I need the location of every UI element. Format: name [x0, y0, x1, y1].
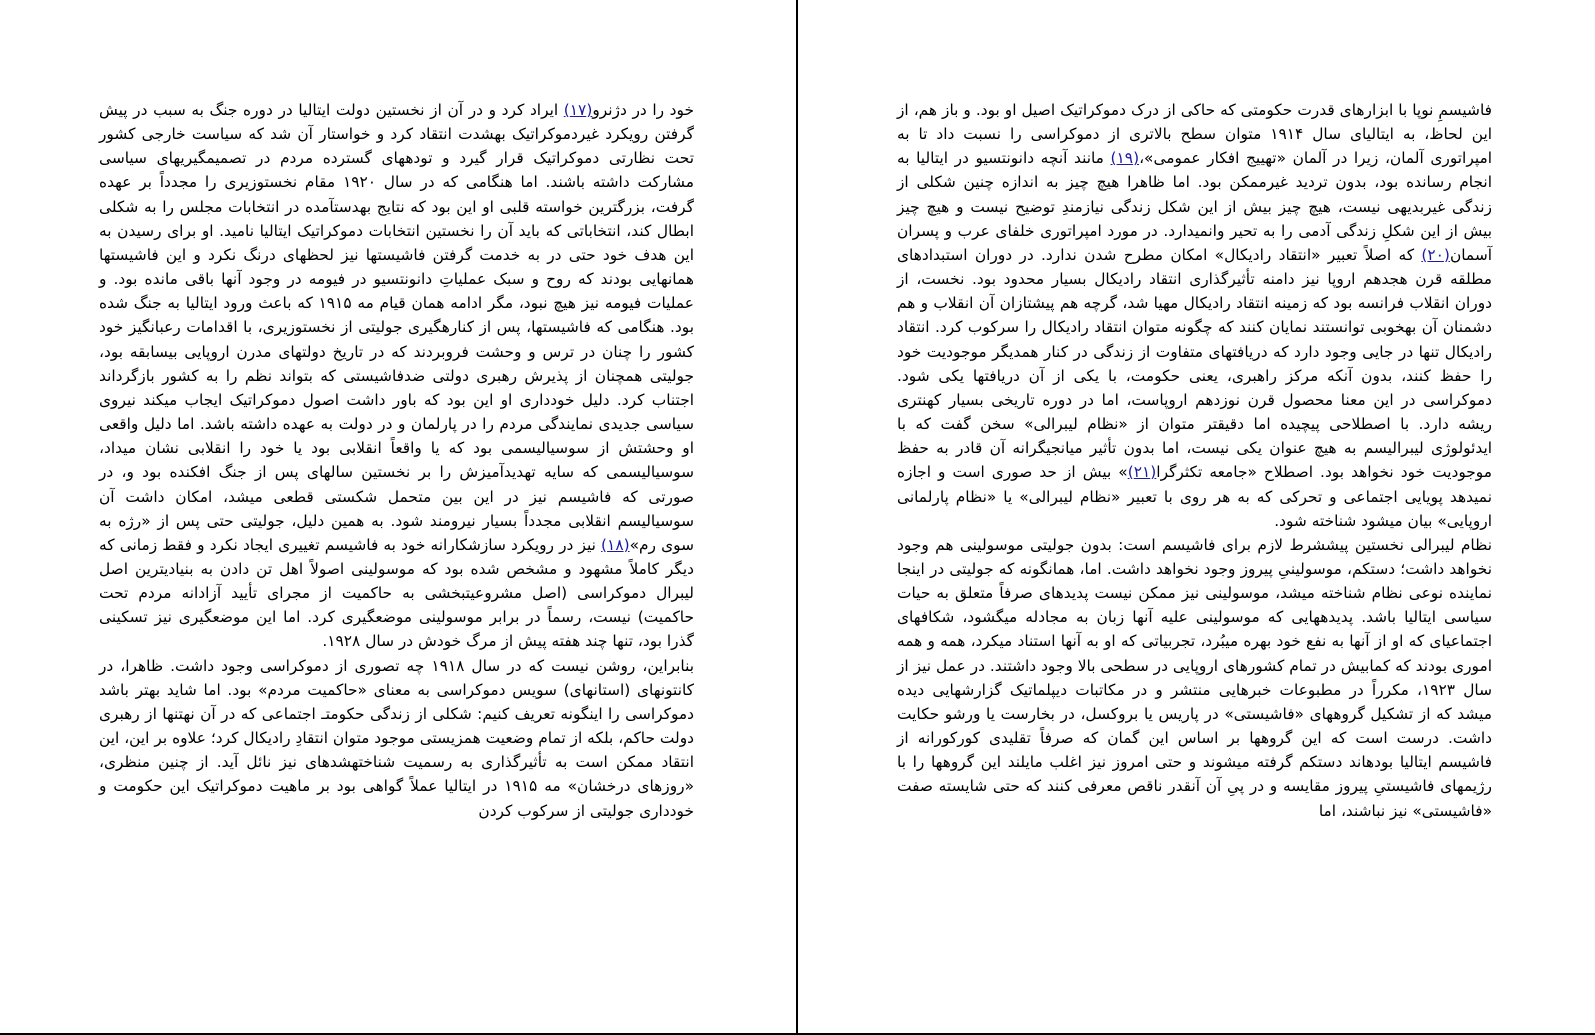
- paragraph-text: ایراد کرد و در آن از نخستین دولت ایتالیا در دوره جنگ به سبب در پیش گرفتن رویکرد غیردموکراتیک بهشدت انتقاد کرد و خواستار آن شد که سیاست خارجی کشور تحت نظارتی دموکراتیک قرار گیرد و تودههای گسترده مردم در تصمیمگیریهای سیاسی مشارکت داشته باشند. اما هنگامی که در سال ۱۹۲۰ مقام نخستوزیری را مجدداً بر عهده گرفت، بزرگترین خواسته قلبی او این بود که نتایج بهدستآمده در انتخابات مجلس را به شکلی ابطال کند، انتخاباتی که باید آن را نخستین انتخابات دموکراتیک ایتالیا نامید. او برای رسیدن به این هدف خود حتی در به خدمت گرفتن فاشیستها نیز لحظهای درنگ نکرد و این فاشیستها همانهایی بودند که روح و سبک عملیاتِ دانونتسیو در فیومه در وجود آنها باقی مانده بود. و عملیات فیومه نیز هیچ نبود، مگر ادامه همان قیام مه ۱۹۱۵ که باعث ورود ایتالیا به جنگ شده بود. هنگامی که فاشیستها، پس از کنارهگیری جولیتی از نخستوزیری، با اقدامات رعبانگیز خود کشور را چنان در ترس و وحشت فروبردند که در تاریخ دولتهای مدرن اروپایی بیسابقه بود، جولیتی همچنان از پذیرش رهبری دولتی ضدفاشیستی که بتواند نظم را به کشور بازگرداند اجتناب کرد. دلیل خودداری او این بود که باور داشت اصول دموکراتیک ایجاب میکند نیروی سیاسی جدیدی نمایندگی مردم را در پارلمان و در دولت به عهده داشته باشد. اما دلیل واقعی او وحشتش از سوسیالیسمی بود که یا واقعاً انقلابی بود یا خود را انقلابی نشان میداد، سوسیالیسمی که سایه تهدیدآمیزش را بر نخستین سالهای پس از جنگ افکنده بود و، در صورتی که فاشیسم نیز در این بین متحمل شکستی قطعی میشد، امکان داشت آن سوسیالیسم انقلابی مجدداً بسیار نیرومند شود. به همین دلیل، جولیتی حتی پس از «رژه به سوی رم»: [99, 101, 694, 554]
- paragraph-text: نیز در رویکرد سازشکارانه خود به فاشیسم تغییری ایجاد نکرد و فقط زمانی که دیگر کاملاً مشهود و مشخص شده بود که موسولینی اصولاً اهل تن دادن به بنیادیترین اصل لیبرال دموکراسی (اصل مشروعیتبخشی به حاکمیت از مجرای تأیید آزادانه مردم تحت حاکمیت) نیست، رسماً در برابر موسولینی موضعگیری کرد. اما این موضعگیری نیز تسکینی گذرا بود، تنها چند هفته پیش از مرگ خودش در سال ۱۹۲۸.: [99, 535, 694, 651]
- left-page-text: [99, 98, 694, 823]
- paragraph-text: که اصلاً تعبیر «انتقاد رادیکال» امکان مطرح شدن ندارد. در دوران استبدادهای مطلقه قرن هجدهم اروپا نیز دامنه تأثیرگذاری انتقاد رادیکال بسیار محدود بود. نخست، از دوران انقلاب فرانسه بود که زمینه انتقاد رادیکال مهیا شد، گرچه هم پیشتازان آن انقلاب و هم دشمنان آن بهخوبی توانستند نمایان کنند که چگونه متوان انتقاد رادیکال را سرکوب کرد. انتقاد رادیکال تنها در جایی وجود دارد که دریافتهای متفاوت از زندگی در کنار همدیگر موجودیت خود را حفظ کنند، بدون آنکه مرکز راهبری، یعنی حکومت، با یکی از آن دریافتها یکی شود. دموکراسی در این معنا محصول قرن نوزدهم اروپاست، اما در دوره تاریخی بسیار کهنتری ریشه دارد. با اصطلاحی پیچیده اما دقیقتر متوان از «نظام لیبرالی» سخن گفت که با ایدئولوژی لیبرالیسم به هیچ عنوان یکی نیست، اما بدون تأثیر میانجیگرانه آن قادر به حفظ موجودیت خود نخواهد بود. اصطلاح «جامعه تکثرگرا: [897, 245, 1493, 482]
- left-page: [0, 0, 796, 1035]
- paragraph-text: خود را در دژنرو: [592, 101, 694, 119]
- footnote-link[interactable]: (۱۹): [1110, 149, 1140, 168]
- paragraph-text: » بیش از حد صوری است و اجازه نمیدهد پویایی اجتماعی و تحرکی که به هر روی با تعبیر «نظام لیبرالی» یا «نظام پارلمانی اروپایی» بیان میشود شناخته شود.: [897, 463, 1492, 530]
- paragraph: [99, 98, 694, 654]
- paragraph: [897, 98, 1492, 533]
- paragraph: [897, 533, 1492, 823]
- paragraph-text: مانند آنچه دانونتسیو در ایتالیا به انجام رسانده بود، بدون تردید غیرممکن بود. اما ظاهرا هیچ چیز به اندازه چنین شکلی از زندگی غیربدیهی نیست، هیچ چیز بیش از این شکل زندگی نیازمندِ توضیح نیست و هیچ چیز بیش از این شکلِ زندگی آدمی را به تحیر وانمیدارد. در مورد امپراتوری خلفای عرب و پسران آسمان: [897, 149, 1492, 264]
- right-page-text: [897, 98, 1492, 823]
- paragraph-text: نظام لیبرالی نخستین پیششرط لازم برای فاشیسم است: بدون جولیتی موسولینی هم وجود نخواهد داشت؛ دستکم، موسولینیِ پیروز وجود نخواهد داشت. اما، همانگونه که جولیتی در اینجا نماینده نوعی نظام شناخته میشد، موسولینی نیز ممکن نیست پدیدهای صرفاً متعلق به حیات سیاسی ایتالیا باشد. پدیدههایی که موسولینی علیه آنها زبان به مجادله میگشود، شکافهای اجتماعیای که او از آنها به نفع خود بهره میبُرد، تجربیاتی که او به آنها استناد میکرد، همه و همه اموری بودند که کمابیش در تمام کشورهای اروپایی در سطحی بالا وجود داشتند. در عمل نیز از سال ۱۹۲۳، مکرراً در مطبوعات خبرهایی منتشر و در مکاتبات دیپلماتیک گزارشهایی دیده میشد که از تشکیل گروههای «فاشیستی» در پاریس یا بروکسل، در بخارست یا ورشو حکایت داشت. درست است که این گروهها بر اساس این گمان که صرفاً تقلیدی کورکورانه از فاشیسم ایتالیا بودهاند دستکم گرفته میشوند و حتی امروز نیز اغلب مایلند این گروهها را با رژیمهای فاشیستیِ پیروز مقایسه و در پیِ آن آنقدر ناقص معرفی کنند که حتی شایسته صفت «فاشیستی» نیز نباشند، اما: [897, 535, 1492, 820]
- footnote-link[interactable]: (۱۷): [563, 101, 593, 119]
- footnote-link[interactable]: (۲۰): [1421, 245, 1450, 264]
- paragraph: [99, 654, 694, 823]
- paragraph-text: فاشیسمِ نوپا با ابزارهای قدرت حکومتی که حاکی از درک دموکراتیک اصیل او بود. و باز هم، از این لحاظ، به ایتالیای سال ۱۹۱۴ متوان سطح بالاتری از دموکراسی را نسبت داد تا به امپراتوری آلمان، زیرا در آلمان «تهییج افکار عمومی»،: [897, 101, 1493, 168]
- paragraph-text: بنابراین، روشن نیست که در سال ۱۹۱۸ چه تصوری از دموکراسی وجود داشت. ظاهرا، در کانتونهای (استانهای) سویس دموکراسی به معنای «حاکمیت مردم» بود. اما شاید بهتر باشد دموکراسی را اینگونه تعریف کنیم: شکلی از زندگی حکومتـ اجتماعی که در آن نهتنها از رهبری دولت حاکم، بلکه از تمام وضعیت همزیستی موجود متوان انتقادِ رادیکال کرد؛ علاوه بر این، این انتقاد ممکن است به تأثیرگذاری به رسمیت شناختهشدهای نیز نائل آید. از چنین منظری، «روزهای درخشان» مه ۱۹۱۵ در ایتالیا عملاً گواهی بود بر ماهیت دموکراتیک این حکومت و خودداری جولیتی از سرکوب کردن: [99, 656, 694, 820]
- footnote-link[interactable]: (۲۱): [1127, 463, 1157, 482]
- footnote-link[interactable]: (۱۸): [601, 535, 630, 554]
- right-page: [798, 0, 1595, 1035]
